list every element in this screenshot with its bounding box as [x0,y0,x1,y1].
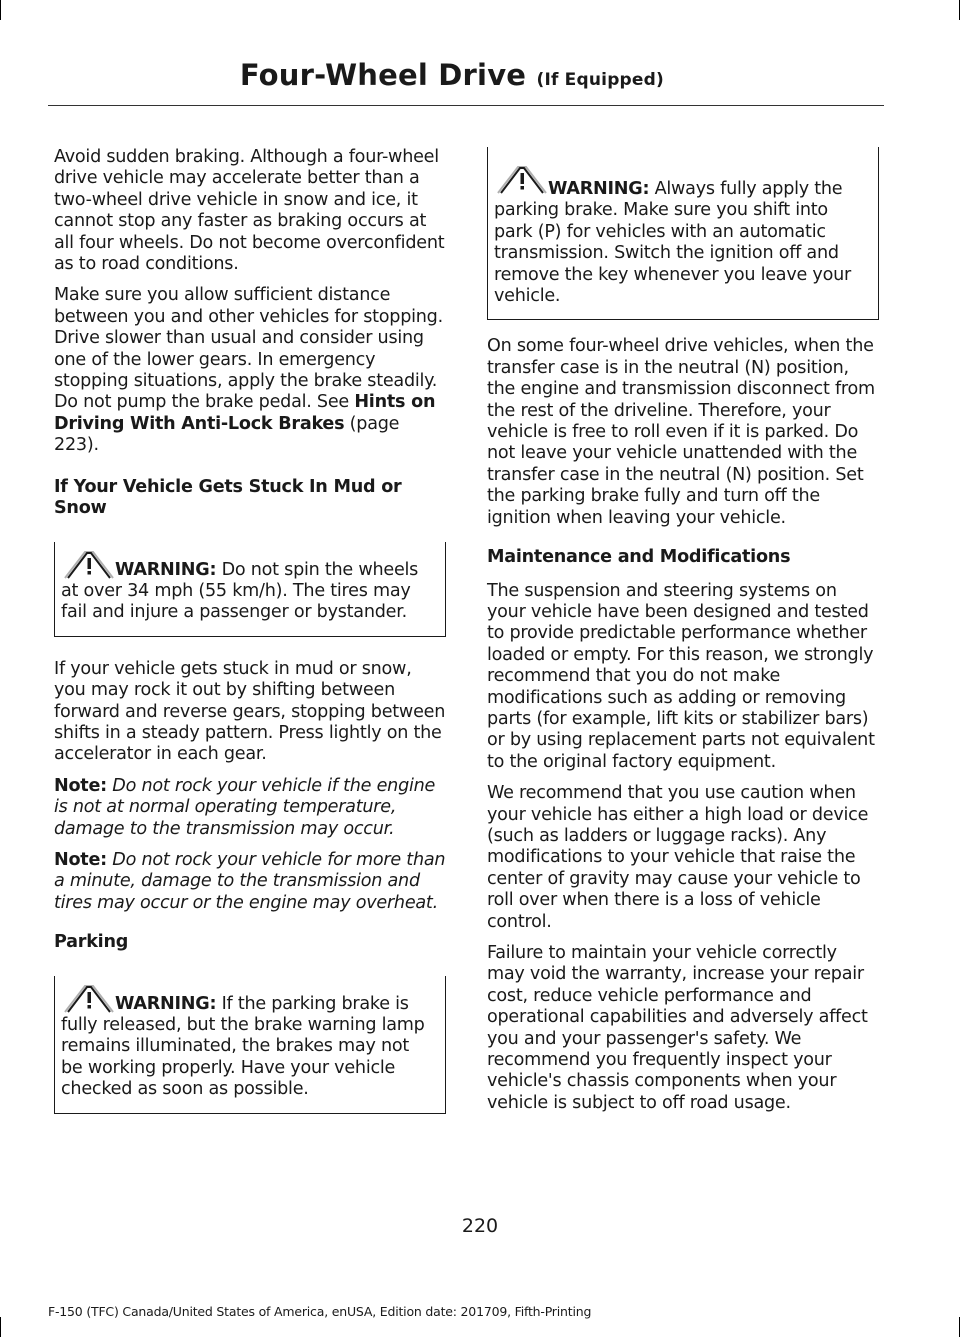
warning-label: WARNING: [548,179,650,199]
warning-label: WARNING: [115,559,217,580]
warning-text [494,179,868,307]
right-column [487,147,879,1124]
note-body: Do not rock your vehicle for more than a minute, damage to the transmission and tires may occur or the engine may overheat. [54,849,446,913]
heading-maintenance: Maintenance and Modifications [487,547,791,568]
page-title-subtitle: (If Equipped) [536,70,664,90]
paragraph-maintain: Failure to maintain your vehicle correctly may void the warranty, increase your repair cost, reduce vehicle performance and operational capabilities and adversely affect you and your passenger's safety. We recommend you frequently inspect your vehicle's chassis components when your vehicle is subject to off road usage. [487,943,868,1113]
page-title-main: Four-Wheel Drive [239,58,527,92]
heading-stuck: If Your Vehicle Gets Stuck In Mud or Snow [54,476,402,519]
warning-triangle-icon [496,165,552,195]
page-title [240,58,664,92]
heading-parking: Parking [54,932,129,953]
paragraph-sudden-braking: Avoid sudden braking. Although a four-wheel drive vehicle may accelerate better than a two-wheel drive vehicle in snow and ice, it cannot stop any faster as braking occurs at all four wheels. Do not become overconfident as to road conditions. [54,147,445,275]
warning-box [487,147,879,320]
warning-box [54,542,446,637]
paragraph-caution: We recommend that you use caution when your vehicle has either a high load or device (such as ladders or luggage racks). Any modifications to your vehicle that raise the center of gravity may cause your vehicle to roll over when there is a loss of vehicle control. [487,783,869,932]
warning-body: Do not spin the wheels at over 34 mph (55 km/h). The tires may fail and injure a passenger or bystander. [61,559,419,623]
paragraph-suspension: The suspension and steering systems on your vehicle have been designed and tested to provide predictable performance whether loaded or empty. For this reason, we strongly recommend that you do not make modifications such as adding or removing parts (for example, lift kits or stabilizer bars) or by using replacement parts not equivalent to the original factory equipment. [487,580,875,772]
warning-triangle-icon [63,550,119,580]
paragraph-distance-text: Make sure you allow sufficient distance between you and other vehicles for stopping. Drive slower than usual and consider using one of the lower gears. In emergency stopping situations, apply the brake steadily. Do not pump the brake pedal. See [54,285,443,413]
warning-triangle-icon [63,984,119,1014]
paragraph-neutral: On some four-wheel drive vehicles, when the transfer case is in the neutral (N) position, the engine and transmission disconnect from the rest of the driveline. Therefore, your vehicle is free to roll even if it is parked. Do not leave your vehicle unattended with the transfer case in the neutral (N) position. Set the parking brake fully and turn off the ignition when leaving your vehicle. [487,336,875,528]
paragraph-rock-out: If your vehicle gets stuck in mud or snow, you may rock it out by shifting between forward and reverse gears, stopping between shifts in a steady pattern. Press lightly on the accelerator in each gear. [54,658,446,765]
paragraph-distance [54,285,446,456]
note-temperature [54,776,446,840]
note-body: Do not rock your vehicle if the engine is not at normal operating temperature, damage to the transmission may occur. [54,775,436,839]
warning-box [54,976,446,1114]
page-reference: (page 223). [54,413,400,456]
warning-label: WARNING: [115,993,217,1014]
note-label: Note: [54,775,107,796]
left-column [54,147,446,1126]
crop-mark [0,0,1,20]
warning-body: If the parking brake is fully released, but the brake warning lamp remains illuminated, the brakes may not be working properly. Have your vehicle checked as soon as possible. [61,993,425,1100]
note-duration [54,850,446,914]
warning-body: Always fully apply the parking brake. Make sure you shift into park (P) for vehicles with an automatic transmission. Switch the ignition off and remove the key whenever you leave your vehicle. [494,179,851,307]
cross-reference-link[interactable]: Hints on Driving With Anti-Lock Brakes [54,392,436,434]
header-divider [48,105,884,106]
crop-mark [0,1317,1,1337]
note-label: Note: [54,849,107,870]
page-number: 220 [461,1215,499,1237]
footer-edition: F-150 (TFC) Canada/United States of America, enUSA, Edition date: 201709, Fifth-Printing [48,1304,592,1319]
